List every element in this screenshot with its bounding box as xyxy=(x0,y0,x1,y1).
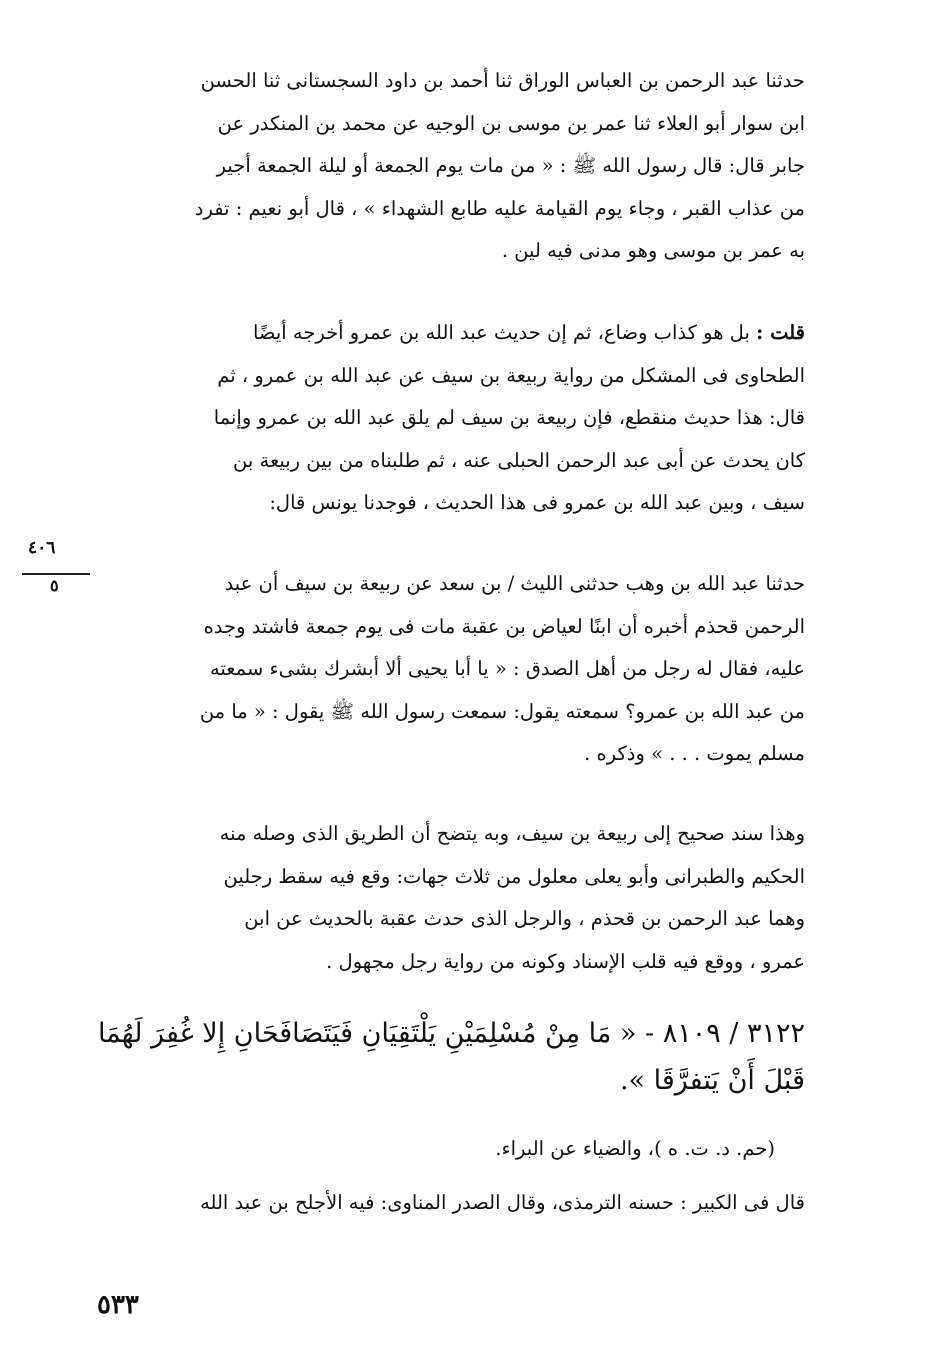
text-line: كان يحدث عن أبى عبد الرحمن الحبلى عنه ، ثم طلبناه من بين ربيعة بن xyxy=(233,448,805,472)
text-line: من عبد الله بن عمرو؟ سمعته يقول: سمعت رسول الله ﷺ يقول : « ما من xyxy=(199,699,805,723)
text-line: سيف ، وبين عبد الله بن عمرو فى هذا الحديث ، فوجدنا يونس قال: xyxy=(269,491,805,514)
hadith-text xyxy=(95,1010,805,1104)
text-line: ابن سوار أبو العلاء ثنا عمر بن موسى بن الوجيه عن محمد بن المنكدر عن xyxy=(217,111,805,135)
paragraph-commentary-2 xyxy=(95,813,805,983)
text-line xyxy=(95,312,805,355)
text-line: قال فى الكبير : حسنه الترمذى، وقال الصدر المناوى: فيه الأجلح بن عبد الله xyxy=(200,1191,805,1214)
text-line: جابر قال: قال رسول الله ﷺ : « من مات يوم الجمعة أو ليلة الجمعة أجير xyxy=(216,154,805,177)
paragraph-lead-word: قلت : xyxy=(756,321,805,344)
source-line: (حم. د. ت. ه )، والضياء عن البراء. xyxy=(495,1137,775,1160)
hadith-line: قَبْلَ أَنْ يَتفرَّقَا ». xyxy=(619,1065,805,1096)
margin-divider xyxy=(22,573,90,575)
paragraph-commentary-1 xyxy=(95,312,805,525)
margin-volume-page: ٤٠٦ xyxy=(28,538,56,558)
text-line: وهما عبد الرحمن بن قحذم ، والرجل الذى حدث عقبة بالحديث عن ابن xyxy=(244,907,805,930)
text-line: وهذا سند صحيح إلى ربيعة بن سيف، وبه يتضح أن الطريق الذى وصله منه xyxy=(219,822,805,845)
margin-line-marker: ٥ xyxy=(50,576,59,595)
text-line: الرحمن قحذم أخبره أن ابنًا لعياض بن عقبة مات فى يوم جمعة فاشتد وجده xyxy=(203,614,805,638)
text-line: الطحاوى فى المشكل من رواية ربيعة بن سيف عن عبد الله بن عمرو ، ثم xyxy=(217,363,805,387)
hadith-line: ٣١٢٢ / ٨١٠٩ - « مَا مِنْ مُسْلِمَيْنِ يَلْتَقِيَانِ فَيَتَصَافَحَانِ إِلا غُفِرَ لَهُمَا xyxy=(97,1018,805,1049)
text-line: مسلم يموت . . . » وذكره . xyxy=(584,742,805,765)
paragraph-isnad-2 xyxy=(95,563,805,776)
text-line: حدثنا عبد الله بن وهب حدثنى الليث / بن سعد عن ربيعة بن سيف أن عبد xyxy=(224,572,805,595)
text-line: به عمر بن موسى وهو مدنى فيه لين . xyxy=(501,239,805,262)
text-line-rest: بل هو كذاب وضاع، ثم إن حديث عبد الله بن عمرو أخرجه أيضًا xyxy=(252,321,757,344)
commentary-line xyxy=(95,1182,805,1224)
hadith-source xyxy=(95,1128,775,1170)
text-line: عليه، فقال له رجل من أهل الصدق : « يا أبا يحيى ألا أبشرك بشىء سمعته xyxy=(209,657,805,680)
text-line: عمرو ، ووقع فيه قلب الإسناد وكونه من رواية رجل مجهول . xyxy=(326,949,805,973)
page-number: ٥٣٣ xyxy=(97,1290,139,1320)
text-line: حدثنا عبد الرحمن بن العباس الوراق ثنا أحمد بن داود السجستانى ثنا الحسن xyxy=(200,69,805,92)
text-line: من عذاب القبر ، وجاء يوم القيامة عليه طابع الشهداء » ، قال أبو نعيم : تفرد xyxy=(194,196,805,220)
text-line: الحكيم والطبرانى وأبو يعلى معلول من ثلاث جهات: وقع فيه سقط رجلين xyxy=(223,864,805,888)
text-line: قال: هذا حديث منقطع، فإن ربيعة بن سيف لم يلق عبد الله بن عمرو وإنما xyxy=(213,406,805,429)
paragraph-isnad-1 xyxy=(95,60,805,273)
